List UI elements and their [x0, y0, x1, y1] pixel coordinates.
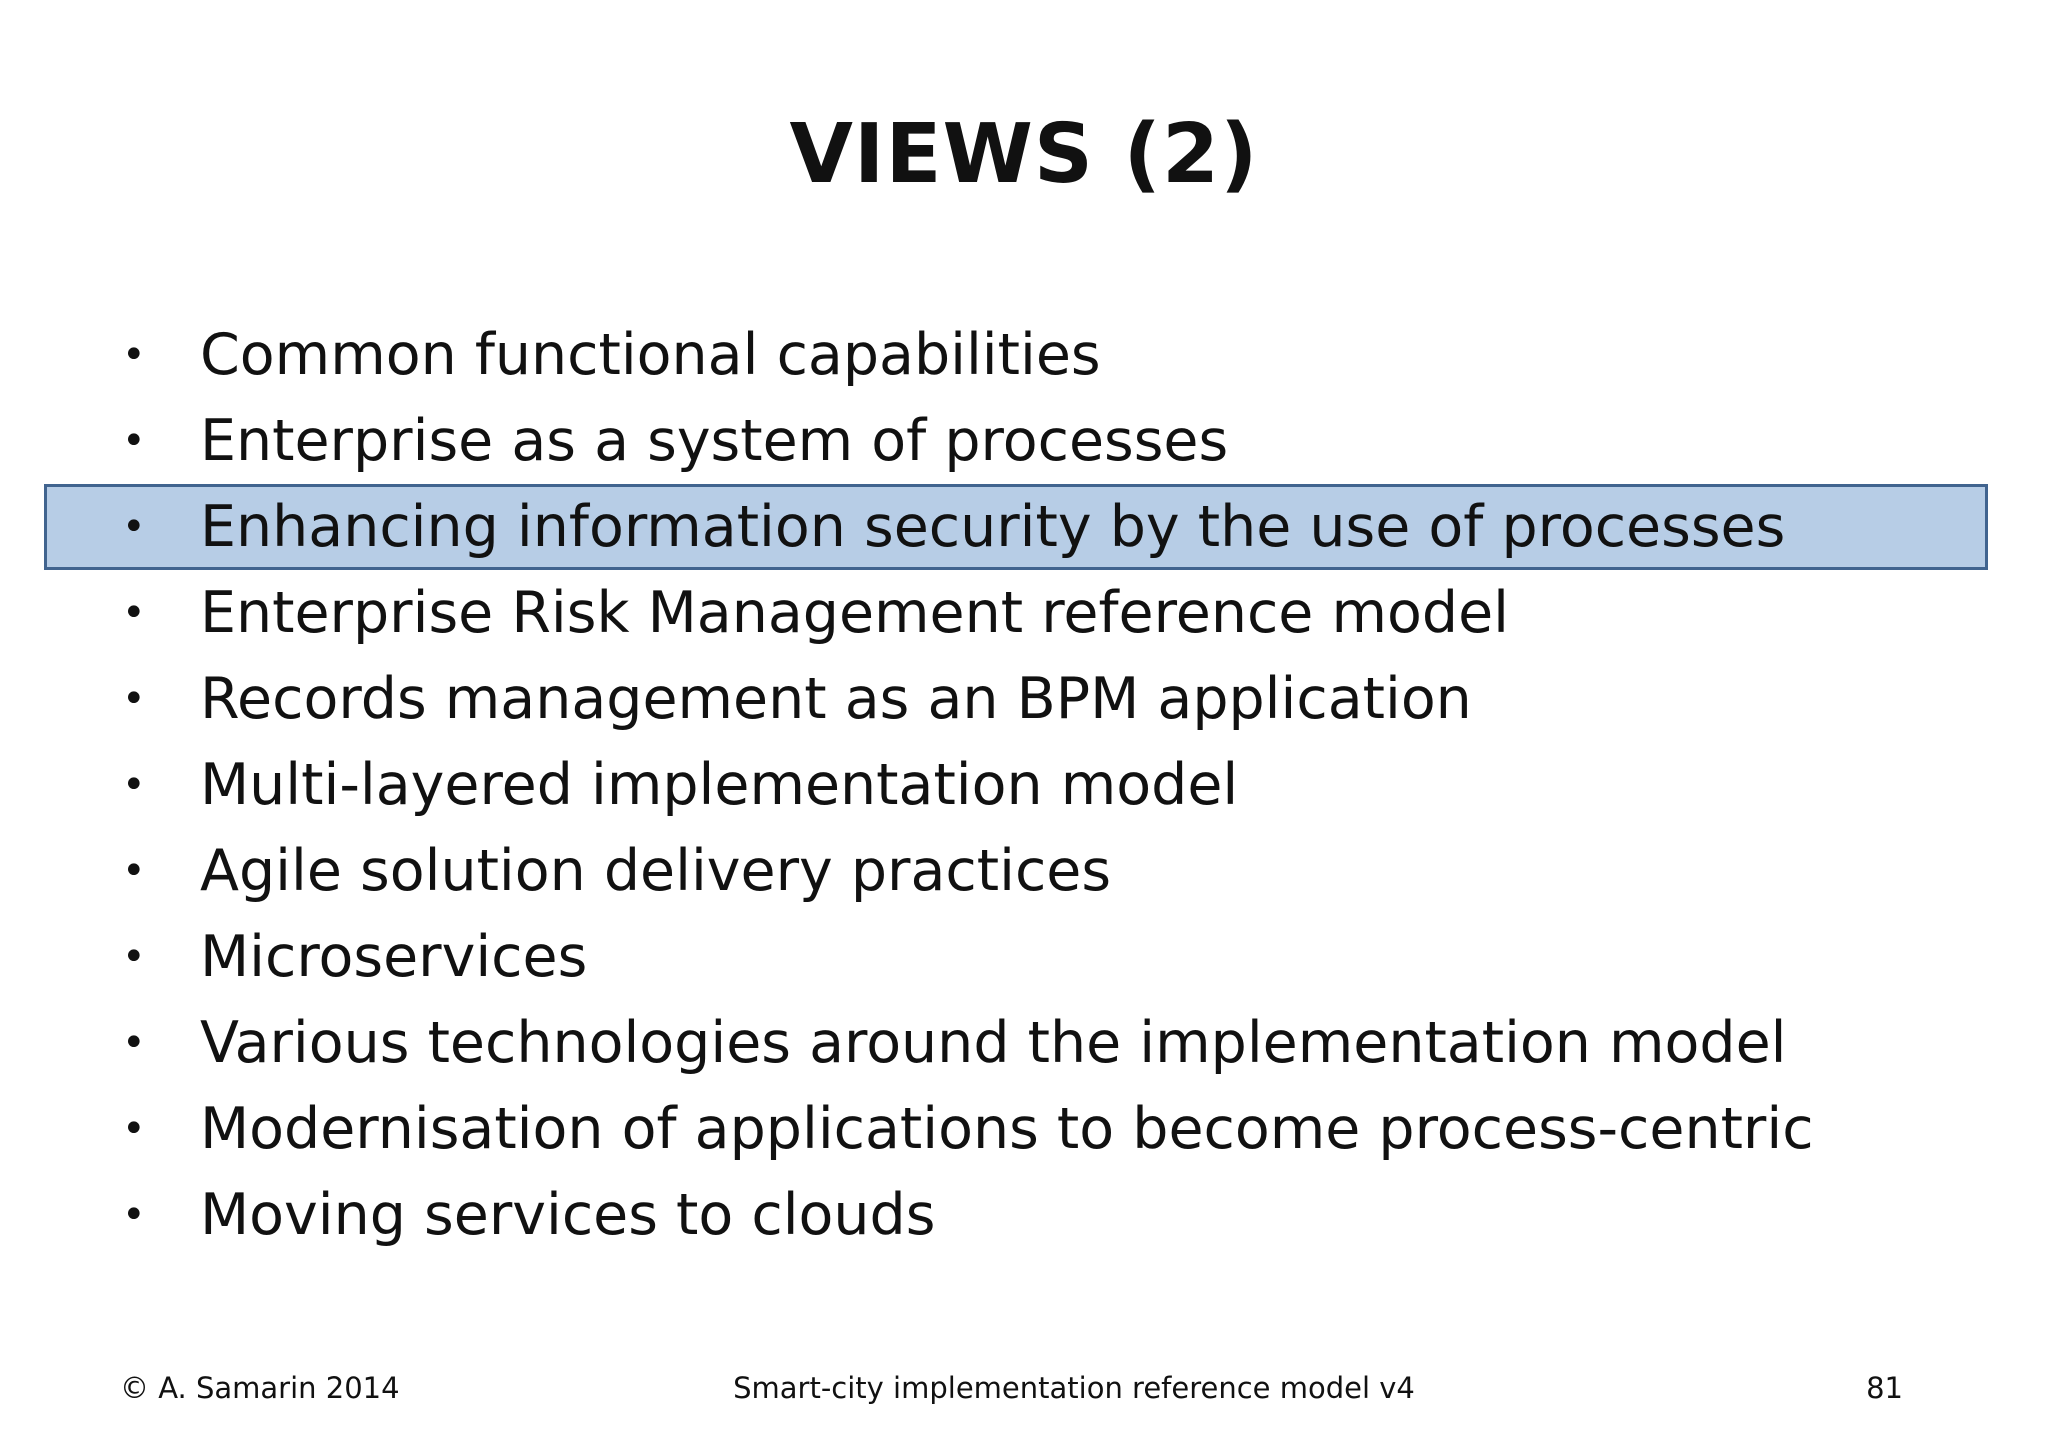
- bullet-text: Enterprise as a system of processes: [200, 408, 1229, 474]
- footer-copyright: © A. Samarin 2014: [120, 1371, 400, 1405]
- footer-page-number: 81: [1866, 1371, 1903, 1405]
- bullet-text: Microservices: [200, 924, 588, 990]
- bullet-dot-icon: •: [122, 418, 146, 464]
- bullet-item: [0, 1000, 2048, 1086]
- bullet-item: [0, 914, 2048, 1000]
- bullet-text: Common functional capabilities: [200, 322, 1101, 388]
- bullet-item: [0, 656, 2048, 742]
- bullet-dot-icon: •: [122, 762, 146, 808]
- bullet-text: Moving services to clouds: [200, 1182, 936, 1248]
- bullet-dot-icon: •: [122, 590, 146, 636]
- bullet-dot-icon: •: [122, 1106, 146, 1152]
- bullet-text: Records management as an BPM application: [200, 666, 1472, 732]
- bullet-item: [0, 742, 2048, 828]
- bullet-text: Enterprise Risk Management reference model: [200, 580, 1509, 646]
- bullet-dot-icon: •: [122, 1020, 146, 1066]
- bullet-item: [0, 1172, 2048, 1258]
- bullet-item: [0, 312, 2048, 398]
- bullet-dot-icon: •: [122, 332, 146, 378]
- bullet-text: Agile solution delivery practices: [200, 838, 1112, 904]
- bullet-item: [0, 1086, 2048, 1172]
- bullet-text: Modernisation of applications to become process-centric: [200, 1096, 1814, 1162]
- bullet-text: Multi-layered implementation model: [200, 752, 1239, 818]
- bullet-list: [0, 312, 2048, 1258]
- bullet-text: Enhancing information security by the use of processes: [200, 494, 1786, 560]
- bullet-dot-icon: •: [122, 848, 146, 894]
- bullet-dot-icon: •: [122, 1192, 146, 1238]
- bullet-item: [0, 570, 2048, 656]
- bullet-dot-icon: •: [122, 504, 146, 550]
- bullet-item: [0, 398, 2048, 484]
- bullet-dot-icon: •: [122, 676, 146, 722]
- bullet-item: [0, 828, 2048, 914]
- bullet-text: Various technologies around the implementation model: [200, 1010, 1787, 1076]
- footer-deck-title: Smart-city implementation reference model v4: [733, 1371, 1415, 1405]
- slide-title: VIEWS (2): [789, 107, 1259, 202]
- bullet-dot-icon: •: [122, 934, 146, 980]
- bullet-item-highlighted: [44, 484, 1988, 570]
